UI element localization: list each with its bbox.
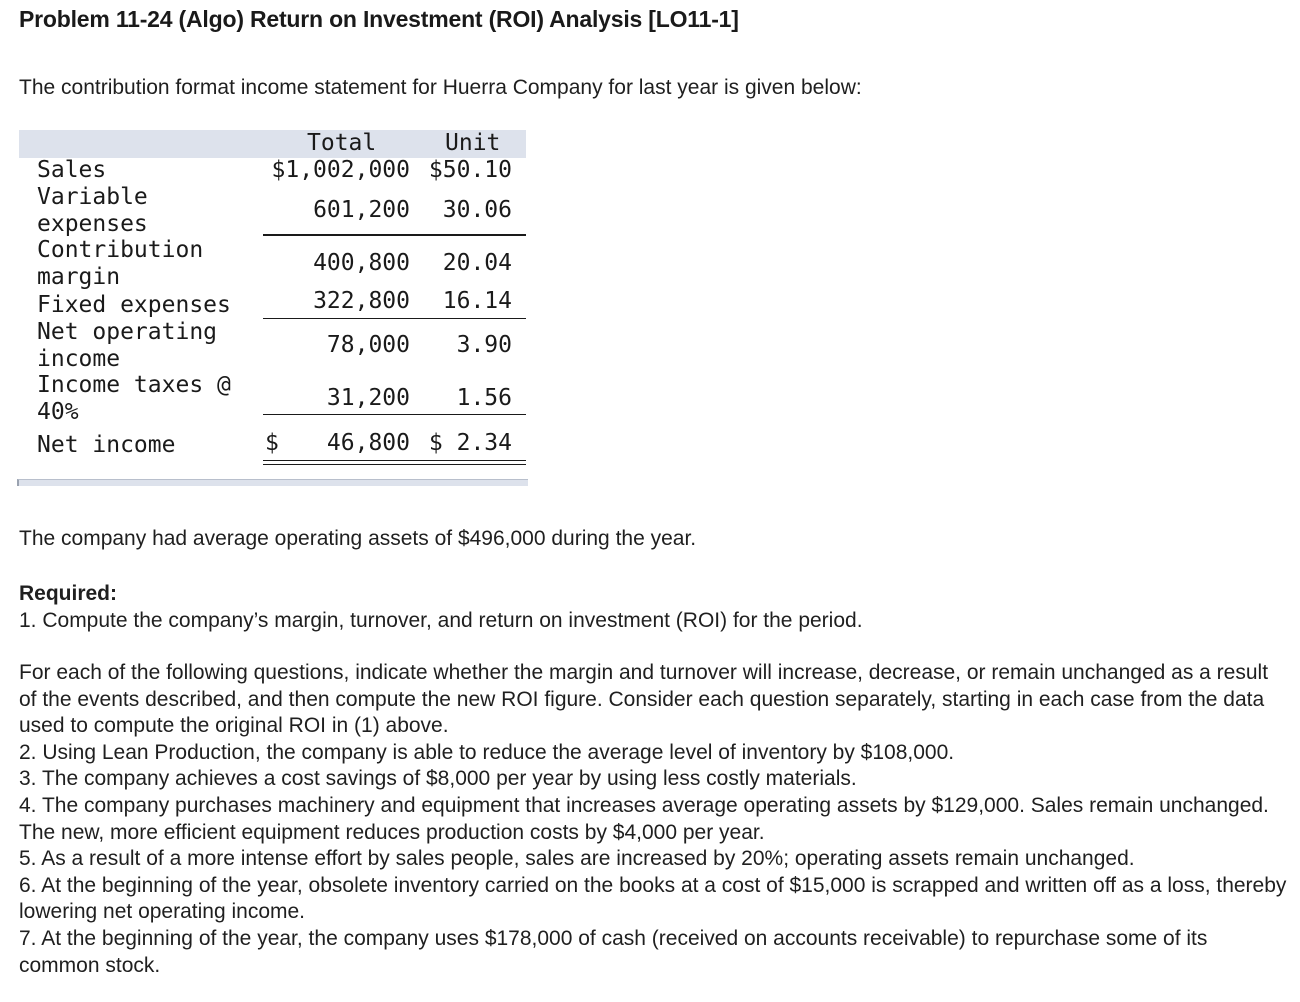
questions-section bbox=[19, 660, 1289, 979]
row-label-fixed-expenses: Fixed expenses bbox=[37, 292, 231, 318]
required-item-1: 1. Compute the company’s margin, turnover, and return on investment (ROI) for the period. bbox=[19, 609, 863, 632]
row-label-income-taxes: Income taxes @ 40% bbox=[37, 372, 231, 425]
net-income-unit: $ 2.34 bbox=[428, 430, 512, 456]
contribution-margin-total: 400,800 bbox=[313, 250, 410, 276]
question-item: 7. At the beginning of the year, the company uses $178,000 of cash (received on accounts receivable) to repurchase some of its common stock. bbox=[19, 926, 1208, 977]
net-operating-income-total: 78,000 bbox=[326, 332, 410, 358]
row-label-variable-expenses: Variable expenses bbox=[37, 184, 148, 237]
net-income-dollar-sign: $ bbox=[265, 430, 279, 456]
row-label-contribution-margin: Contribution margin bbox=[37, 237, 204, 290]
income-taxes-total: 31,200 bbox=[326, 385, 410, 411]
sales-total: $1,002,000 bbox=[271, 157, 410, 183]
contribution-margin-unit: 20.04 bbox=[442, 250, 512, 276]
fixed-expenses-unit: 16.14 bbox=[442, 288, 512, 314]
variable-expenses-unit: 30.06 bbox=[442, 197, 512, 223]
problem-title: Problem 11-24 (Algo) Return on Investment (ROI) Analysis [LO11-1] bbox=[19, 6, 739, 32]
double-rule-top bbox=[263, 460, 526, 461]
subtotal-rule bbox=[263, 318, 526, 319]
income-statement-table bbox=[19, 130, 526, 490]
question-item: 3. The company achieves a cost savings of $8,000 per year by using less costly materials. bbox=[19, 767, 857, 791]
required-section bbox=[19, 580, 1279, 634]
subtotal-rule bbox=[263, 414, 526, 415]
instructions-text: For each of the following questions, indicate whether the margin and turnover will increase, decrease, or remain unchanged as a result of the events described, and then compute the new ROI figure. Consider each question separately, starting in each case from the data used to compute the original ROI in (1) above. bbox=[19, 661, 1269, 738]
row-label-net-income: Net income bbox=[37, 432, 176, 458]
assets-text: The company had average operating assets of $496,000 during the year. bbox=[19, 527, 697, 550]
row-label-sales: Sales bbox=[37, 157, 107, 183]
sales-unit: $50.10 bbox=[428, 157, 512, 183]
intro-text: The contribution format income statement for Huerra Company for last year is given below: bbox=[19, 76, 862, 99]
row-label-net-operating-income: Net operating income bbox=[37, 319, 218, 372]
net-income-total: 46,800 bbox=[326, 430, 410, 456]
fixed-expenses-total: 322,800 bbox=[313, 288, 410, 314]
question-item: 5. As a result of a more intense effort by sales people, sales are increased by 20%; operating assets remain unchanged. bbox=[19, 847, 1135, 871]
question-item: 6. At the beginning of the year, obsolete inventory carried on the books at a cost of $15,000 is scrapped and written off as a loss, thereby lowering net operating income. bbox=[19, 873, 1287, 924]
required-heading: Required: bbox=[19, 582, 118, 605]
question-item: 2. Using Lean Production, the company is able to reduce the average level of inventory by $108,000. bbox=[19, 740, 955, 764]
net-operating-income-unit: 3.90 bbox=[456, 332, 512, 358]
income-taxes-unit: 1.56 bbox=[456, 385, 512, 411]
subtotal-rule bbox=[263, 234, 526, 236]
question-item: 4. The company purchases machinery and equipment that increases average operating assets by $129,000. Sales remain unchanged. The new, more efficient equipment reduces production costs by $4,000 per year. bbox=[19, 793, 1269, 844]
double-rule-bottom bbox=[263, 464, 526, 465]
table-footer-bar bbox=[17, 479, 528, 486]
header-total: Total bbox=[307, 130, 377, 156]
variable-expenses-total: 601,200 bbox=[313, 197, 410, 223]
header-unit: Unit bbox=[445, 130, 501, 156]
